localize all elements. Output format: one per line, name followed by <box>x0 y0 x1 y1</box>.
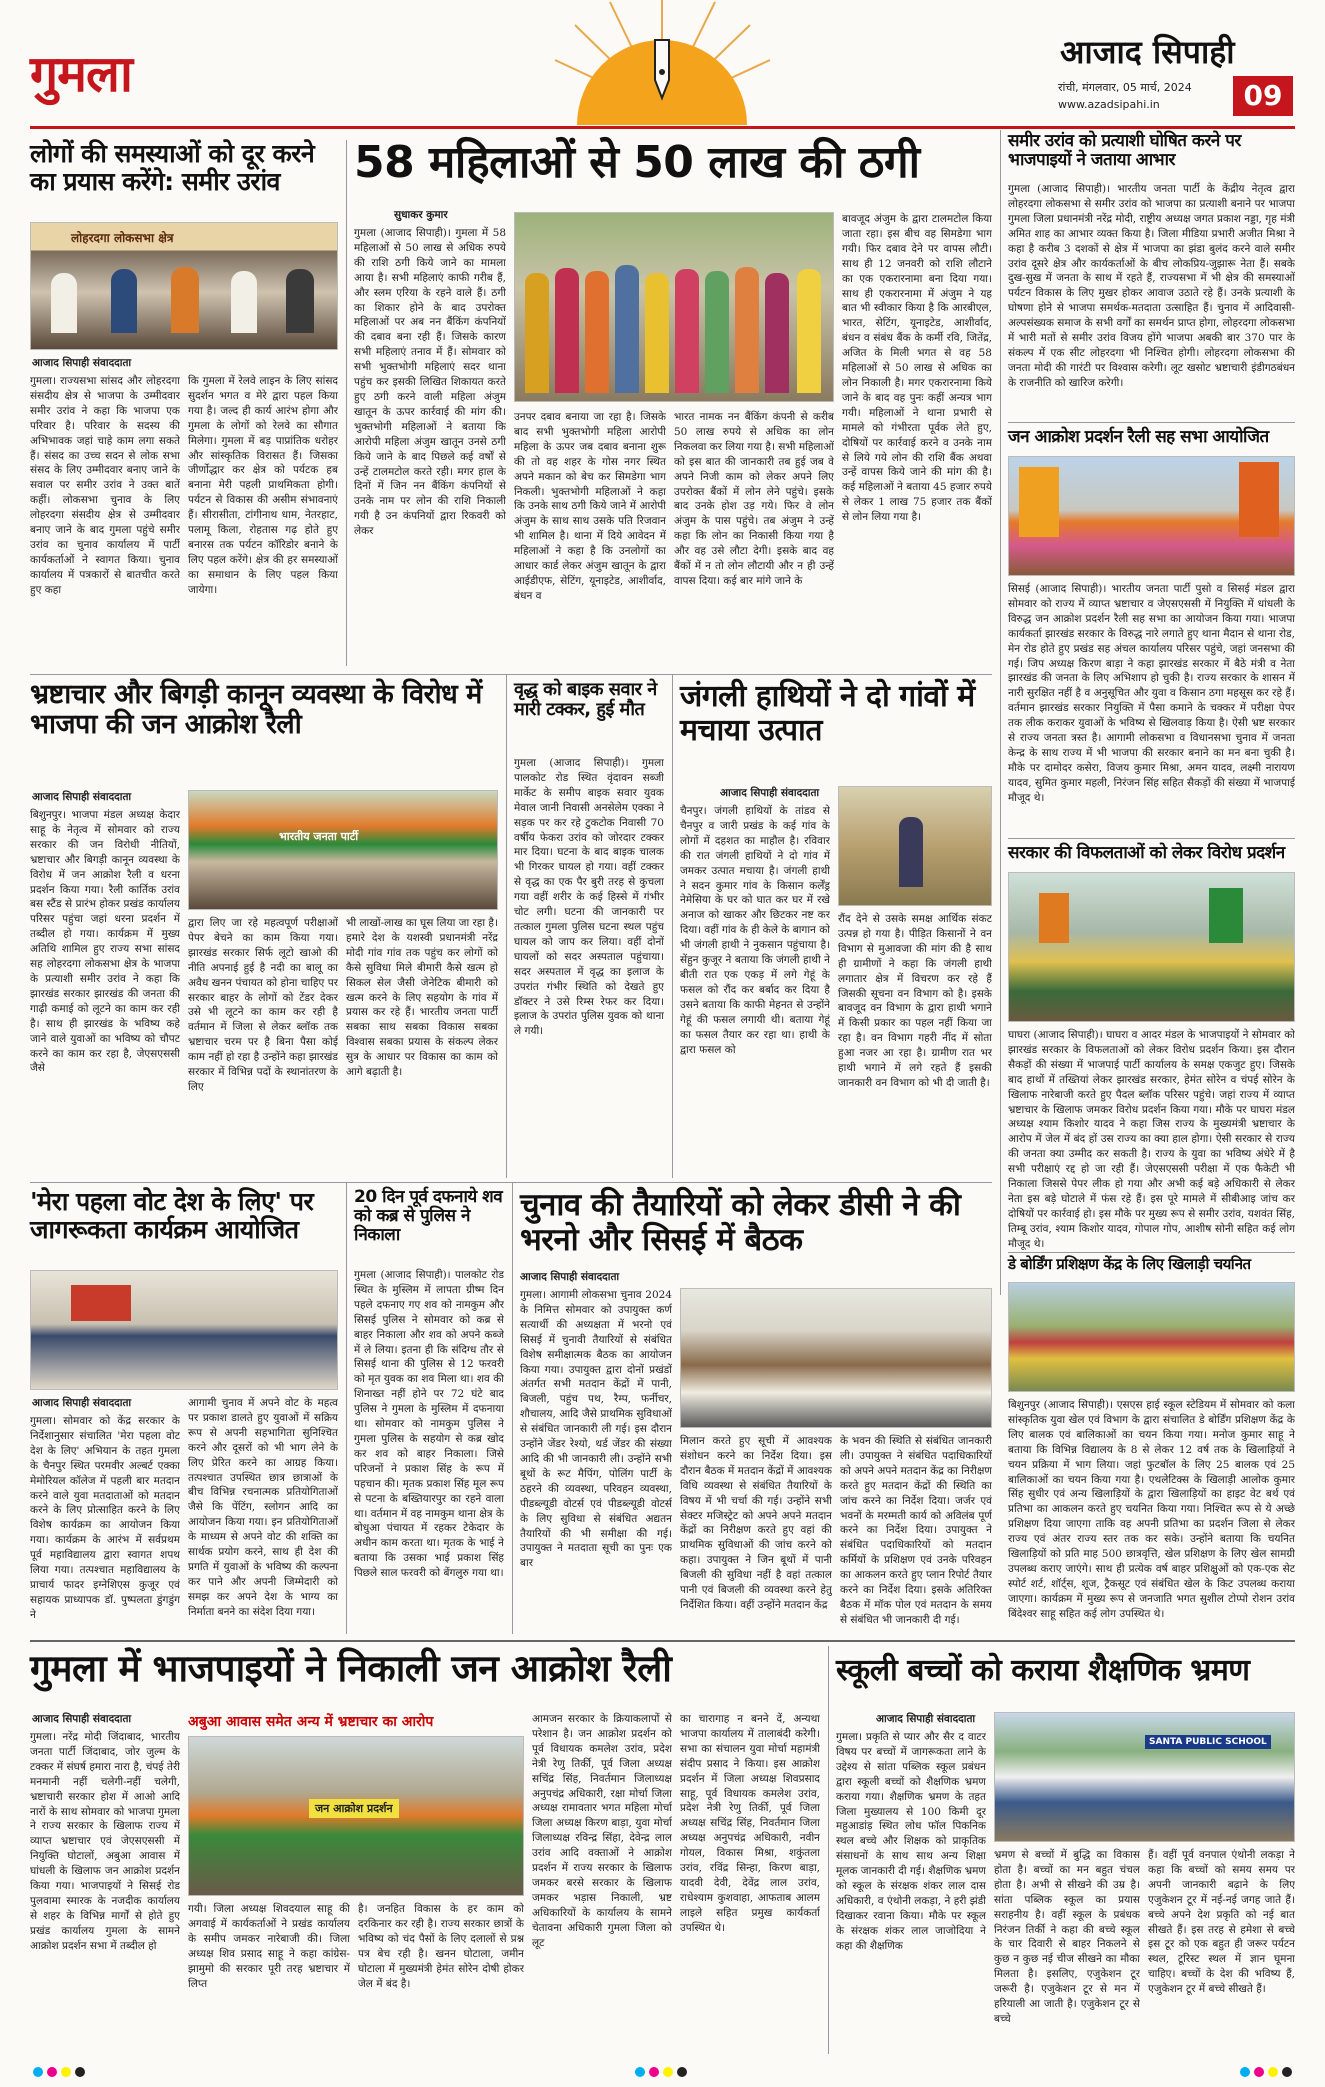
a2-byline: सुधाकर कुमार <box>394 209 448 221</box>
a14-col1: गुमला। प्रकृति से प्यार और सैर द वाटर विषय पर बच्चों में जागरूकता लाने के उद्देश्य से सांता पब्लिक स्कूल प्रबंधन द्वारा स्कूली बच्चों को शैक्षणिक भ्रमण कराया गया। शैक्षणिक भ्रमण के तहत जिला मुख्यालय से 100 किमी दूर महुआडांड़ स्थित लोध फॉल पिकनिक स्थल बच्चे और शिक्षक को प्राकृतिक संसाधनों के साथ साथ अन्य शिक्षा मूलक जानकारी दी गई। शैक्षणिक भ्रमण को स्कूल के संरक्षक शंकर लाल दास अधिकारी, व एंथोनी लकड़ा, ने हरी झंडी दिखाकर रवाना किया। मौके पर स्कूल के संरक्षक शंकर लाल जाजोदिया ने कहा की शैक्षणिक <box>836 1731 986 1952</box>
a1-byline: आजाद सिपाही संवाददाता <box>32 357 132 369</box>
a13-headline: गुमला में भाजपाइयों ने निकाली जन आक्रोश रैली <box>30 1647 672 1690</box>
a2-col4: बावजूद अंजुम के द्वारा टालमटोल किया जाता रहा। इस बीच वह सिमडेगा भाग गयी। फिर दबाव देने पर वापस लौटी। साथ ही 12 जनवरी को राशि लौटाने का एक एकरारनामा बना दिया गया। साथ ही एकरारनामा में अंजुम ने यह बात भी स्वीकार किया है कि आरबीएल, भारत, सेटिंग, यूनाइटेड, आशीर्वाद, बंधन व संबंध बैंक के कर्मी रवि, जितेंद्र, अजित के मिली भगत से वह 58 महिलाओं से 50 लाख से अधिक का लोन निकाली है। मगर एकरारनामा किये जाने के बाद वह पुनः कहीं अन्यत्र भाग गयी। महिलाओं ने थाना प्रभारी से मामले को गंभीरता पूर्वक लेते हुए, दोषियों पर कार्रवाई करने व उनके नाम से लिये गये लोन की राशि बैंक अथवा उन्हें वापस किये जाने की मांग की है। कई महिलाओं ने बताया 45 हजार रुपये से लेकर 1 लाख 75 हजार तक बैंकों से लोन लिया गया है। <box>842 213 992 524</box>
a9-photo <box>30 1270 338 1390</box>
a13-byline: आजाद सिपाही संवाददाता <box>32 1713 132 1725</box>
a4-body: सिसई (आजाद सिपाही)। भारतीय जनता पार्टी पुसो व सिसई मंडल द्वारा सोमवार को राज्य में व्याप्त भ्रष्टाचार व जेएसएससी में नियुक्ति में धांधली के विरुद्ध जन आक्रोश प्रदर्शन रैली सह सभा का आयोजन किया गया। भाजपा कार्यकर्ता झारखंड सरकार के विरुद्ध नारे लगाते हुए थाना मैदान से थाना रोड, मेन रोड होते हुए प्रखंड सह अंचल कार्यालय परिसर पहुंचे, जहां जनसभा की गई। जिप अध्यक्ष किरण बाड़ा ने कहा झारखंड सरकार में बैठे मंत्री व नेता झारखंड की जनता के लिए अभिशाप हो चुकी है। राज्य सरकार के शासन में नारी सुरक्षित नहीं है व अनुसूचित और युवा व किसान ठगा महसूस कर रहे हैं। वर्तमान झारखंड सरकार नियुक्ति में पैसा कमाने के चक्कर में परीक्षा पेपर तक लीक कराकर युवाओं के भविष्य से खिलवाड़ किया है। ऐसी भ्रष्ट सरकार से राज्य जनता त्रस्त है। आगामी लोकसभा व विधानसभा चुनाव में जनता केन्द्र के साथ राज्य में भी भाजपा की सरकार बनाने का मन बना चुकी है। मौके पर दामोदर कसेरा, विजय कुमार मिश्रा, अमन यादव, लक्ष्मी नारायण यादव, सुमित कुमार महली, निरंजन सिंह सहित सैकड़ों की संख्या में भाजपाई मौजूद थे। <box>1008 583 1295 804</box>
paper-name: आजाद सिपाही <box>1060 33 1235 71</box>
a3-body: गुमला (आजाद सिपाही)। भारतीय जनता पार्टी के केंद्रीय नेतृत्व द्वारा लोहरदगा लोकसभा से समीर उरांव को भाजपा का प्रत्याशी बनाने पर भाजपा गुमला जिला प्रधानमंत्री नरेंद्र मोदी, राष्ट्रीय अध्यक्ष जगत प्रकाश नड्डा, गृह मंत्री अमित शाह का आभार व्यक्त किया है। जिला मीडिया प्रभारी अजीत मिश्रा ने कहा है करीब 3 दशकों से क्षेत्र में भाजपा का झंडा बुलंद करने वाले समीर उरांव दूसरे क्षेत्र और कार्यकर्ताओं के बीच लोकप्रिय-जुझारू नेता हैं। सबके दुख-सुख में जनता के साथ में रहते हैं, राज्यसभा में भी क्षेत्र की समस्याओं पर्यटन विकास के लिए मुखर होकर आवाज उठाते रहे हैं। उनके प्रत्याशी के घोषणा होने से भाजपा समर्थक-मतदाता उत्साहित हैं। चुनाव में आदिवासी-अल्पसंख्यक समाज के सभी वर्गों का समर्थन प्राप्त होगा, लोहरदगा लोकसभा में भारी मतों से समीर उरांव विजय होंगे भाजपा अबकी बार 370 पार के संकल्प में एक सीट लोहरदगा भी निश्चित होगी। लोहरदगा लोकसभा की जनता मोदी की गारंटी पर विश्वास करेगी। लूट खसोट भ्रष्टाचारी इंडीगठबंधन के राजनीति को खारिज करेगी। <box>1008 183 1295 389</box>
a1-photo-banner: लोहरदगा लोकसभा क्षेत्र <box>71 231 174 245</box>
a14-photo <box>994 1712 1295 1842</box>
a14-col3: हैं। वहीं पूर्व वनपाल एंथोनी लकड़ा ने कहा कि बच्चों को समय समय पर अपनी जानकारी बढ़ाने के लिए एजुकेशन टूर में नई-नई जगह जाते हैं। बच्चे अपने देश प्रकृति को नई बात सीखते हैं। इस तरह से हमेशा से बच्चे इस टूर को एक बहुत ही जरूर पर्यटन स्थल, टूरिस्ट स्थल में ज्ञान घूमना चाहिए। बच्चों के देश की भविष्य हैं, एजुकेशन टूर में बच्चे सीखते हैं। <box>1148 1849 1295 1996</box>
a13-photo <box>188 1736 524 1896</box>
a12-body: बिशुनपुर (आजाद सिपाही)। एसएस हाई स्कूल स्टेडियम में सोमवार को कला सांस्कृतिक युवा खेल एवं विभाग के द्वारा संचालित डे बोर्डिंग प्रशिक्षण केंद्र के लिए बालक एवं बालिकाओं का चयन किया गया। मनोज कुमार साहू ने बताया कि विभिन्न विद्यालय के 8 से लेकर 12 वर्ष तक के खिलाड़ियों ने चयन प्रक्रिया में भाग लिया। जहां फुटबॉल के लिए 25 बालक एवं 25 बालिकाओं का चयन किया गया है। एथलेटिक्स के खिलाड़ी आलोक कुमार सिंह सुधीर एवं अन्य खिलाड़ियों के द्वारा खिलाड़ियों का हाइट वेट बर्थ एवं प्रतिभा का आकलन करते हुए चयनित किया गया। निश्चित रूप से ये अच्छे प्रशिक्षण दिया जाएगा ताकि वह अपनी प्रतिभा का प्रदर्शन जिला से लेकर राज्य एवं अंतर राज्य स्तर तक कर सके। उन्होंने बताया कि चयनित खिलाड़ियों को प्रति माह 500 छात्रवृत्ति, खेल प्रशिक्षण के लिए खेल सामग्री उपलब्ध कराए जाएंगे। साथ ही प्रत्येक वर्ष बाहर प्रशिक्षुओं को एक-एक सेट स्पोर्ट शर्ट, शॉर्ट्स, शूज, ट्रैकसूट एवं संबंधित खेल के किट उपलब्ध कराया जाएगा। कार्यक्रम में मुख्य रूप से जनजाति भगत सुशील टोप्पो रोशन उरांव बिंदेश्वर साहू सहित कई लोग उपस्थित थे। <box>1008 1399 1295 1620</box>
a5-photo <box>188 790 498 910</box>
a13-col1: गुमला। नरेंद्र मोदी जिंदाबाद, भारतीय जनता पार्टी जिंदाबाद, जोर जुल्म के टक्कर में संघर्ष हमारा नारा है, चंपई तेरी मनमानी नहीं चलेगी-नहीं चलेगी, भ्रष्टाचारी सरकार होश में आओ आदि नारों के साथ सोमवार को भाजपा गुमला ने राज्य सरकार के खिलाफ राज्य में व्याप्त भ्रष्टाचार एवं जेएसएससी में नियुक्ति घोटालों, अबुआ आवास में घांधली के खिलाफ जन आक्रोश प्रदर्शन किया गया। भाजपाइयों ने सिसई रोड पुलवामा स्मारक के नजदीक कार्यालय से शहर के विभिन्न मार्गों से होते हुए प्रखंड कार्यालय गुमला के सामने आक्रोश प्रदर्शन सभा में तब्दील हो <box>30 1731 180 1952</box>
a8-body: घाघरा (आजाद सिपाही)। घाघरा व आदर मंडल के भाजपाइयों ने सोमवार को झारखंड सरकार के विफलताओं को लेकर विरोध प्रदर्शन किया। इस दौरान सैकड़ों की संख्या में भाजपाई पार्टी कार्यालय के समक्ष एकजुट हुए। जिसके बाद हाथों में तख्तियां लेकर झारखंड सरकार, हेमंत सोरेन व चंपई सोरेन के खिलाफ नारेबाजी करते हुए पैदल ब्लॉक परिसर पहुंचे। जहां राज्य में व्याप्त भ्रष्टाचार के खिलाफ जमकर विरोध प्रदर्शन किया गया। मौके पर घाघरा मंडल अध्यक्ष श्याम किशोर यादव ने कहा जिस राज्य के मुख्यमंत्री भ्रष्टाचार के आरोप में जेल में बंद हों उस राज्य का क्या हाल होगा। ऐसी सरकार से राज्य की जनता क्या उम्मीद कर सकती है। राज्य के युवा का भविष्य अंधेरे में है सभी परीक्षाएं रद्द हो जा रही हैं। जेएसएससी परीक्षा में एक फैकेटी भी निकाला जिससे पेपर लीक हो गया और अभी कई बड़े अधिकारी से लेकर नेता इस बड़े घोटाले में फंस रहे हैं। इस पूरे मामले में सीबीआइ जांच कर दोषियों पर कार्रवाई हो। इस मौके पर मुख्य रूप से समीर उरांव, यशवंत सिंह, तिम्बू उरांव, श्याम किशोर यादव, गोपाल गोप, आशीष सोनी सहित कई लोग मौजूद थे। <box>1008 1029 1295 1250</box>
a2-col1: गुमला (आजाद सिपाही)। गुमला में 58 महिलाओं से 50 लाख से अधिक रुपये की राशि ठगी किये जाने का मामला आया है। सभी महिलाएं काफी गरीब हैं, और स्लम एरिया के रहने वाले हैं। ठगी का शिकार होने के बाद उपरोक्त महिलाओं पर अब नन बैंकिंग कंपनियों की दबाव बना रही हैं। जिसके कारण सभी महिलाएं तनाव में हैं। सोमवार को सभी भुक्तभोगी महिलाएं सदर थाना पहुंच कर इसकी लिखित शिकायत करते हुए ठगी करने वाली महिला अंजुम खातून के ऊपर कार्रवाई की मांग की। भुक्तभोगी महिलाओं ने बताया कि आरोपी महिला अंजुम खातून उनसे ठगी किये जाने के बाद पिछले कई वर्षों से उन्हें टालमटोल करते रही। मगर हाल के दिनों में जिन नन बैंकिंग कंपनियों से उनके नाम पर लोन की राशि निकाली गयी है उन कंपनियों द्वारा रिकवरी को लेकर <box>354 227 506 538</box>
a5-headline: भ्रष्टाचार और बिगड़ी कानून व्यवस्था के विरोध में भाजपा की जन आक्रोश रैली <box>30 679 482 741</box>
a2-headline: 58 महिलाओं से 50 लाख की ठगी <box>354 137 920 188</box>
a6-headline: वृद्ध को बाइक सवार ने मारी टक्कर, हुई मौत <box>514 679 657 721</box>
page-number: 09 <box>1233 76 1293 116</box>
a14-school-sign: SANTA PUBLIC SCHOOL <box>1145 1735 1271 1749</box>
a13-col5: का चारागाह न बनने दें, अन्यथा भाजपा कार्यालय में तालाबंदी करेगी। सभा का संचालन युवा मोर्चा महामंत्री संदीप प्रसाद ने किया। इस आक्रोश प्रदर्शन में जिला अध्यक्ष शिवप्रसाद साहू, पूर्व विधायक कमलेश उरांव, प्रदेश नेत्री रेणु तिर्की, पूर्व जिला अध्यक्ष सचिंद्र सिंह, निवर्तमान जिला अध्यक्ष अनुपचंद्र अधिकारी, नवीन गोयल, विकास मिश्रा, शकुंतला उरांव, रविंद्र सिन्हा, किरण बाड़ा, यादवी देवी, देवेंद्र लाल उरांव, राधेश्याम कुशवाहा, आफताब आलम लाइले सहित प्रमुख कार्यकर्ता उपस्थित थे। <box>680 1713 820 1934</box>
masthead <box>0 0 1325 135</box>
a7-photo <box>838 786 992 906</box>
a7-col2: रौंद देने से उसके समक्ष आर्थिक संकट उत्पन्न हो गया है। पीड़ित किसानों ने वन विभाग से मुआवजा की मांग की है साथ ही ग्रामीणों ने कहा कि जंगली हाथी लगातार क्षेत्र में विचरण कर रहे हैं जिसकी सूचना वन विभाग को है। इसके बावजूद वन विभाग के द्वारा हाथी भगाने में किसी प्रकार का पहल नहीं किया जा रहा है। वन विभाग गहरी नींद में सोता हुआ नजर आ रहा है। ग्रामीण रात भर हाथी भगाने में लगे रहते हैं इसकी जानकारी वन विभाग को भी दी जाती है। <box>838 913 992 1089</box>
a11-photo <box>680 1288 992 1428</box>
a13-col2: गयी। जिला अध्यक्ष शिवदयाल साहू की अगवाई में कार्यकर्ताओं ने प्रखंड कार्यालय के समीप जमकर नारेबाजी की। जिला अध्यक्ष शिव प्रसाद साहू ने कहा कांग्रेस-झामुमो की सरकार पूरी तरह भ्रष्टाचार में लिप्त <box>188 1903 350 1990</box>
a10-body: गुमला (आजाद सिपाही)। पालकोट रोड स्थित के मुस्लिम में लापता ग्रीष्म दिन पहले दफनाए गए शव को नामकुम और सिसई पुलिस ने सोमवार को कब्र से बाहर निकाला और शव को अपने कब्जे में ले लिया। इतना ही कि संदिग्ध तौर से सिसई थाना की पुलिस से 12 फरवरी को मृत युवक का शव मिला था। शव की शिनाख्त नहीं होने पर 72 घंटे बाद पुलिस ने गुमला के मुस्लिम में दफनाया था। सोमवार को नामकुम पुलिस ने गुमला पुलिस के सहयोग से कब्र खोद कर शव को बाहर निकाला। जिसे परिजनों ने प्रकाश सिंह के रूप में पहचान की। मृतक प्रकाश सिंह मूल रूप से पटना के बख्तियारपुर का रहने वाला था। वर्तमान में वह नामकुम थाना क्षेत्र के बोधुआ पंचायत में रहकर टेकेदार के अधीन काम करता था। मृतक के भाई ने बताया कि उसका भाई प्रकाश सिंह पिछले साल फरवरी को बेंगलुरु गया था। <box>354 1269 504 1580</box>
a14-col2: भ्रमण से बच्चों में बुद्धि का विकास होता है। बच्चों का मन बहुत चंचल होता है। अभी से सीखने की उम्र है। सांता पब्लिक स्कूल का प्रयास सराहनीय है। वहीं स्कूल के प्रबंधक निरंजन तिर्की ने कहा की बच्चे स्कूल के चार दिवारी से बाहर निकलने से कुछ न कुछ नई चीज सीखने का मौका मिलता है। इसलिए, एजुकेशन टूर जरूरी है। एजुकेशन टूर से मन में हरियाली आ जाती है। एजुकेशन टूर से बच्चे <box>994 1849 1140 2025</box>
a9-col2: आगामी चुनाव में अपने वोट के महत्व पर प्रकाश डालते हुए युवाओं में सक्रिय रूप से अपनी सहभागिता सुनिश्चित करने और दूसरों को भी भाग लेने के लिए प्रेरित करने का आग्रह किया। तत्पश्चात उपस्थित छात्र छात्राओं के बीच विभिन्न रचनात्मक प्रतियोगिताओं जैसे कि पेंटिंग, स्लोगन आदि का आयोजन किया गया। इन प्रतियोगिताओं के माध्यम से अपने वोट की शक्ति का सार्थक प्रयोग करने, साथ ही देश की प्रगति में युवाओं के भविष्य की कल्पना कर पाने और अपनी जिम्मेदारी को समझ कर अपने देश के भाग्य का निर्माता बनने का संदेश दिया गया। <box>188 1397 338 1618</box>
a5-byline: आजाद सिपाही संवाददाता <box>32 791 132 803</box>
a14-headline: स्कूली बच्चों को कराया शैक्षणिक भ्रमण <box>836 1653 1250 1688</box>
a13-col3: है। जनहित विकास के हर काम को दरकिनार कर रही है। राज्य सरकार छात्रों के भविष्य को चंद पैसों के लिए दलालों से प्रश्न पत्र बेच रही है। खनन घोटाला, जमीन घोटाला में मुख्यमंत्री हेमंत सोरेन दोषी होकर जेल में बंद है। <box>358 1903 524 1990</box>
dateline: रांची, मंगलवार, 05 मार्च, 2024 <box>1058 81 1192 94</box>
a10-headline: 20 दिन पूर्व दफनाये शव को कब्र से पुलिस ने निकाला <box>354 1187 503 1246</box>
a11-headline: चुनाव की तैयारियों को लेकर डीसी ने की भरनो और सिसई में बैठक <box>520 1187 961 1258</box>
a6-body: गुमला (आजाद सिपाही)। गुमला पालकोट रोड स्थित वृंदावन सब्जी मार्केट के समीप बाइक सवार युवक मेवाल जानी निवासी अनसेलेम एक्का ने सड़क पर कर रहे टुकटोक निवासी 70 वर्षीय फेकरा उरांव को जोरदार टक्कर मार दिया। घटना के बाद बाइक चालक भी गिरकर घायल हो गया। वहीं टक्कर से वृद्ध का एक पैर बुरी तरह से कुचला गया वहीं शरीर के कई हिस्से में गंभीर चोट लगी। घटना की जानकारी पर तत्काल गुमला पुलिस घटना स्थल पहुंच घायल को जाप कर लिया। वहीं दोनों घायलों को सदर अस्पताल पहुंचाया। सदर अस्पताल में वृद्ध का इलाज के उपरांत गंभीर स्थिति को देखते हुए डॉक्टर ने उसे रिम्स रेफर कर दिया। इलाज के उपरांत पुलिस युवक को थाना ले गयी। <box>514 757 664 1038</box>
section-title: गुमला <box>30 45 132 103</box>
website: www.azadsipahi.in <box>1058 98 1160 111</box>
masthead-rule <box>30 126 1295 129</box>
a11-col2: मिलान करते हुए सूची में आवश्यक संशोधन करने का निर्देश दिया। इस दौरान बैठक में मतदान केंद्रों में आवश्यक विधि व्यवस्था से संबंधित तैयारियों के विषय में भी चर्चा की गई। उन्होंने सभी सेक्टर मजिस्ट्रेट को अपने अपने मतदान केंद्रों का निरीक्षण करते हुए वहां की प्राथमिक सुविधाओं की जांच करने को कहा। उपायुक्त ने जिन बूथों में पानी बिजली की सुविधा नहीं है वहां तत्काल पानी एवं बिजली की व्यवस्था करने हेतु निर्देशित किया। वहीं उन्होंने मतदान केंद्र <box>680 1435 832 1611</box>
a7-byline: आजाद सिपाही संवाददाता <box>720 787 820 799</box>
a2-col3: भारत नामक नन बैंकिंग कंपनी से करीब 50 लाख रुपये से अधिक का लोन निकलवा कर लिया गया है। सभी महिलाओं को इस बात की जानकारी तब हुई जब वे अपने निजी काम को लेकर अपने लिए उपरोक्त बैंकों में लोन लेने पहुंचे। इसके बाद उनके होश उड़ गये। फिर वे लोन अंजुम के पास पहुंचे। तब अंजुम ने उन्हें कहा कि लोन का निकासी किया गया है और वह उसे लौटा देगी। इसके बाद वह बैंकों में न तो लोन लौटायी और न ही उन्हें वापस दिया। कई बार मांगे जाने के <box>674 411 834 587</box>
a9-byline: आजाद सिपाही संवाददाता <box>32 1397 132 1409</box>
a5-col1: बिशुनपुर। भाजपा मंडल अध्यक्ष केदार साहू के नेतृत्व में सोमवार को राज्य सरकार की जन विरोधी नीतियों, भ्रष्टाचार और बिगड़ी कानून व्यवस्था के विरोध में जन आक्रोश रैली व धरना प्रदर्शन किया गया। रैली कार्तिक उरांव बस स्टैंड से प्रारंभ होकर प्रखंड कार्यालय परिसर पहुंचा जहां धरना प्रदर्शन में तब्दील हो गया। कार्यक्रम में मुख्य अतिथि शामिल हुए राज्य सभा सांसद सह लोहरदगा लोकसभा क्षेत्र के भाजपा के प्रत्याशी समीर उरांव ने कहा कि झारखंड सरकार झारखंड की जनता की गाढ़ी कमाई को लूटने का काम कर रही है। साथ ही झारखंड के भविष्य कहे जाने वाले युवाओं का भविष्य को चौपट करने का काम कर रहा है, जेएसएससी जैसे <box>30 809 180 1075</box>
a8-photo <box>1008 872 1295 1022</box>
a7-headline: जंगली हाथियों ने दो गांवों में मचाया उत्पात <box>680 679 975 748</box>
a13-kicker: अबुआ आवास समेत अन्य में भ्रष्टाचार का आरोप <box>188 1714 434 1730</box>
a9-headline: 'मेरा पहला वोट देश के लिए' पर जागरूकता कार्यक्रम आयोजित <box>30 1187 314 1244</box>
a2-photo <box>514 212 834 402</box>
print-registration-marks <box>30 2064 1295 2078</box>
a7-col1: चैनपुर। जंगली हाथियों के तांडव से चैनपुर व जारी प्रखंड के कई गांव के लोगों में दहशत का माहौल है। रविवार की रात जंगली हाथियों ने दो गांव में जमकर उत्पात मचाया है। जंगली हाथी ने सदन कुमार गांव के किसान कर्लेंड्र नेमेसिया के घर को घात कर घर में रखे अनाज को खाकर और छिटकर नष्ट कर दिया। वहीं गांव के ही केले के बागान को भी जंगली हाथी ने नुकसान पहुंचाया है। सेंहुन कुजूर ने बताया कि जंगली हाथी ने बीती रात एक एकड़ में लगे गेहूं के फसल को रौंद कर बर्बाद कर दिया है उसने बताया कि काफी मेहनत से उन्होंने गेहूं की फसल लगायी थी। बताया गेहूं का फसल तैयार कर रहा था। हाथी के द्वारा फसल को <box>680 805 830 1056</box>
a11-col3: के भवन की स्थिति से संबंधित जानकारी ली। उपायुक्त ने संबंधित पदाधिकारियों को अपने अपने मतदान केंद्र का निरीक्षण करते हुए मतदान केंद्रों की स्थिति का जांच करने का निर्देश दिया। जर्जर एवं भवनों के मरम्मती कार्य को अविलंब पूर्ण करने का निर्देश दिया। उपायुक्त ने संबंधित पदाधिकारियों को मतदान कर्मियों के प्रशिक्षण एवं उनके परिवहन का आकलन करते हुए प्लान रिपोर्ट तैयार करने का निर्देश दिया। इसके अतिरिक्त बैठक में मॉक पोल एवं मतदान के समय से संबंधित भी जानकारी दी गई। <box>840 1435 992 1626</box>
a8-headline: सरकार की विफलताओं को लेकर विरोध प्रदर्शन <box>1008 843 1285 863</box>
a4-headline: जन आक्रोश प्रदर्शन रैली सह सभा आयोजित <box>1008 427 1269 447</box>
a5-photo-banner: भारतीय जनता पार्टी <box>279 830 359 843</box>
a9-col1: गुमला। सोमवार को केंद्र सरकार के निर्देशानुसार संचालित 'मेरा पहला वोट देश के लिए' अभियान के तहत गुमला के चैनपुर स्थित परमवीर अल्बर्ट एक्का मेमोरियल कॉलेज में पहली बार मतदान करने वाले युवा मतदाताओं को मतदान करने के लिए प्रोत्साहित करने के लिए विशेष कार्यक्रम का आयोजन किया गया। कार्यक्रम के आरंभ में सर्वप्रथम पूर्व महाविद्यालय द्वारा स्वागत शपथ लिया गया। तत्पश्चात महाविद्यालय के प्राचार्य फादर इग्नेशिएस कुजूर एवं सहायक प्राध्यापक डॉ. पुष्पलता डुंगडुंग ने <box>30 1415 180 1621</box>
a4-photo <box>1008 456 1295 576</box>
a14-byline: आजाद सिपाही संवाददाता <box>876 1713 976 1725</box>
a1-headline: लोगों की समस्याओं को दूर करने का प्रयास करेंगे: समीर उरांव <box>30 139 315 196</box>
a3-headline: समीर उरांव को प्रत्याशी घोषित करने पर भाजपाइयों ने जताया आभार <box>1008 131 1241 171</box>
a1-col1: गुमला। राज्यसभा सांसद और लोहरदगा संसदीय क्षेत्र से भाजपा के उम्मीदवार समीर उरांव ने कहा कि भाजपा एक परिवार है। परिवार के सदस्य की अभिभावक जहां चाहे काम लगा सकते हैं। संसद का उच्च सदन से लोक सभा संसद के लिए उम्मीदवार बनाए जाने के सवाल पर समीर उरांव ने उक्त बातें कहीं। लोकसभा चुनाव के लिए लोहरदगा संसदीय क्षेत्र से उम्मीदवार बनाए जाने के बाद गुमला पहुंचे समीर उरांव का चुनाव कार्यालय में पार्टी कार्यकर्ताओं ने स्वागत किया। चुनाव कार्यालय में पत्रकारों से बातचीत करते हुए कहा <box>30 375 180 596</box>
a13-photo-banner: जन आक्रोश प्रदर्शन <box>309 1799 399 1818</box>
a11-col1: गुमला। आगामी लोकसभा चुनाव 2024 के निमित्त सोमवार को उपायुक्त कर्ण सत्यार्थी की अध्यक्षता में भरनो एवं सिसई में चुनावी तैयारियों से संबंधित विशेष समीक्षात्मक बैठक का आयोजन किया गया। उपायुक्त द्वारा दोनों प्रखंडों अंतर्गत सभी मतदान केंद्रों में पानी, बिजली, पहुंच पथ, रैम्प, फर्नीचर, शौचालय, आदि जैसे प्राथमिक सुविधाओं से संबंधित जानकारी ली गई। इस दौरान उन्होंने जेंडर रेश्यो, थर्ड जेंडर की संख्या आदि की भी जानकारी ली। उन्होंने सभी बूथों के रूट मैपिंग, पोलिंग पार्टी के ठहरने की व्यवस्था, परिवहन व्यवस्था, पीडब्ल्यूडी वोटर्स एवं पीडब्ल्यूडी वोटर्स के लिए सुविधा से संबंधित अद्यतन तैयारियों की भी समीक्षा की गई। उपायुक्त ने मतदाता सूची का पुनः एक बार <box>520 1289 672 1570</box>
a12-photo <box>1008 1282 1295 1392</box>
a5-col3: भी लाखों-लाख का घूस लिया जा रहा है। हमारे देश के यशस्वी प्रधानमंत्री नरेंद्र मोदी गांव गांव तक पहुंच कर लोगों को कैसे सुविधा मिले बीमारी कैसे खत्म हो सिकल सेल जैसी जेनेटिक बीमारी को खत्म करने के लिए सहयोग के गांव में प्रयास कर रहे हैं। भारतीय जनता पार्टी सबका साथ सबका विकास सबका विश्वास सबका प्रयास के संकल्प लेकर सुत्र के आधार पर विकास का काम को आगे बढ़ाती है। <box>346 917 498 1079</box>
a11-byline: आजाद सिपाही संवाददाता <box>520 1271 620 1283</box>
a12-headline: डे बोर्डिंग प्रशिक्षण केंद्र के लिए खिलाड़ी चयनित <box>1008 1255 1251 1273</box>
a13-col4: आमजन सरकार के क्रियाकलापों से परेशान है। जन आक्रोश प्रदर्शन को पूर्व विधायक कमलेश उरांव, प्रदेश नेत्री रेणु तिर्की, पूर्व जिला अध्यक्ष सचिंद्र सिंह, निवर्तमान जिलाध्यक्ष अनुपचंद्र अधिकारी, रक्षा मोर्चा जिला अध्यक्ष रामावतार भगत महिला मोर्चा जिला अध्यक्ष किरण बाड़ा, युवा मोर्चा जिलाध्यक्ष रविन्द्र सिंहा, देवेन्द्र लाल उरांव आदि वक्ताओं ने आक्रोश प्रदर्शन में राज्य सरकार के खिलाफ जमकर बरसे सरकार के खिलाफ जमकर भड़ास निकाली, भ्रष्ट अधिकारियों के कार्यालय के सामने चेतावना अधिकारी गुमला जिला को लूट <box>532 1713 672 1949</box>
a1-col2: कि गुमला में रेलवे लाइन के लिए सांसद सुदर्शन भगत व मेरे द्वारा पहल किया गया है। जल्द ही कार्य आरंभ होगा और गुमला के लोगों को रेलवे का सौगात मिलेगा। गुमला में बड़ पाप्रांतिक धरोहर और सांस्कृतिक विरासत हैं। जिसका जीर्णोद्धार कर क्षेत्र को पर्यटक हब बनाना मेरी पहली प्राथमिकता होगी। पर्यटन से विकास की असीम संभावनाएं हैं। सीरासीता, टांगीनाथ धाम, नेतरहाट, पलामू किला, रोहतास गढ़ होते हुए बनारस तक पर्यटन कॉरिडोर बनाने के लिए पहल करेंगे। क्षेत्र की हर समस्याओं का समाधान के लिए पहल किया जायेगा। <box>188 375 338 596</box>
a1-photo <box>30 222 338 350</box>
a5-col2: द्वारा लिए जा रहे महत्वपूर्ण परीक्षाओं पेपर बेचने का काम किया गया। झारखंड सरकार सिर्फ लूटो खाओ की नीति अपनाई हुई है नदी का बालू का अवैध खनन पंचायत को होना चाहिए पर सरकार बाहर के लोगों को टेंडर देकर उसे भी लूटने का काम कर रही है वर्तमान में जिला से लेकर ब्लॉक तक भ्रष्टाचार चरम पर है बिना पैसा कोई काम नहीं हो रहा है उन्होंने कहा झारखंड सरकार में विभिन्न पदों के स्थानांतरण के लिए <box>188 917 338 1093</box>
rising-sun-pen-logo <box>545 0 780 128</box>
a2-col2: उनपर दबाव बनाया जा रहा है। जिसके बाद सभी भुक्तभोगी महिला आरोपी महिला के ऊपर जब दबाव बनाना शुरू की तो वह शहर के गोस नगर स्थित अपने मकान को बेच कर सिमडेगा भाग निकली। भुक्तभोगी महिलाओं ने कहा कि उनके साथ ठगी किये जाने में आरोपी अंजुम के साथ साथ उसके पति रिजवान भी शामिल है। थाना में दिये आवेदन में महिलाओं ने कहा है कि उनलोगों का आधार कार्ड लेकर अंजुम खातून के द्वारा आईडीएफ, सेटिंग, यूनाइटेड, आशीर्वाद, बंधन व <box>514 411 666 602</box>
